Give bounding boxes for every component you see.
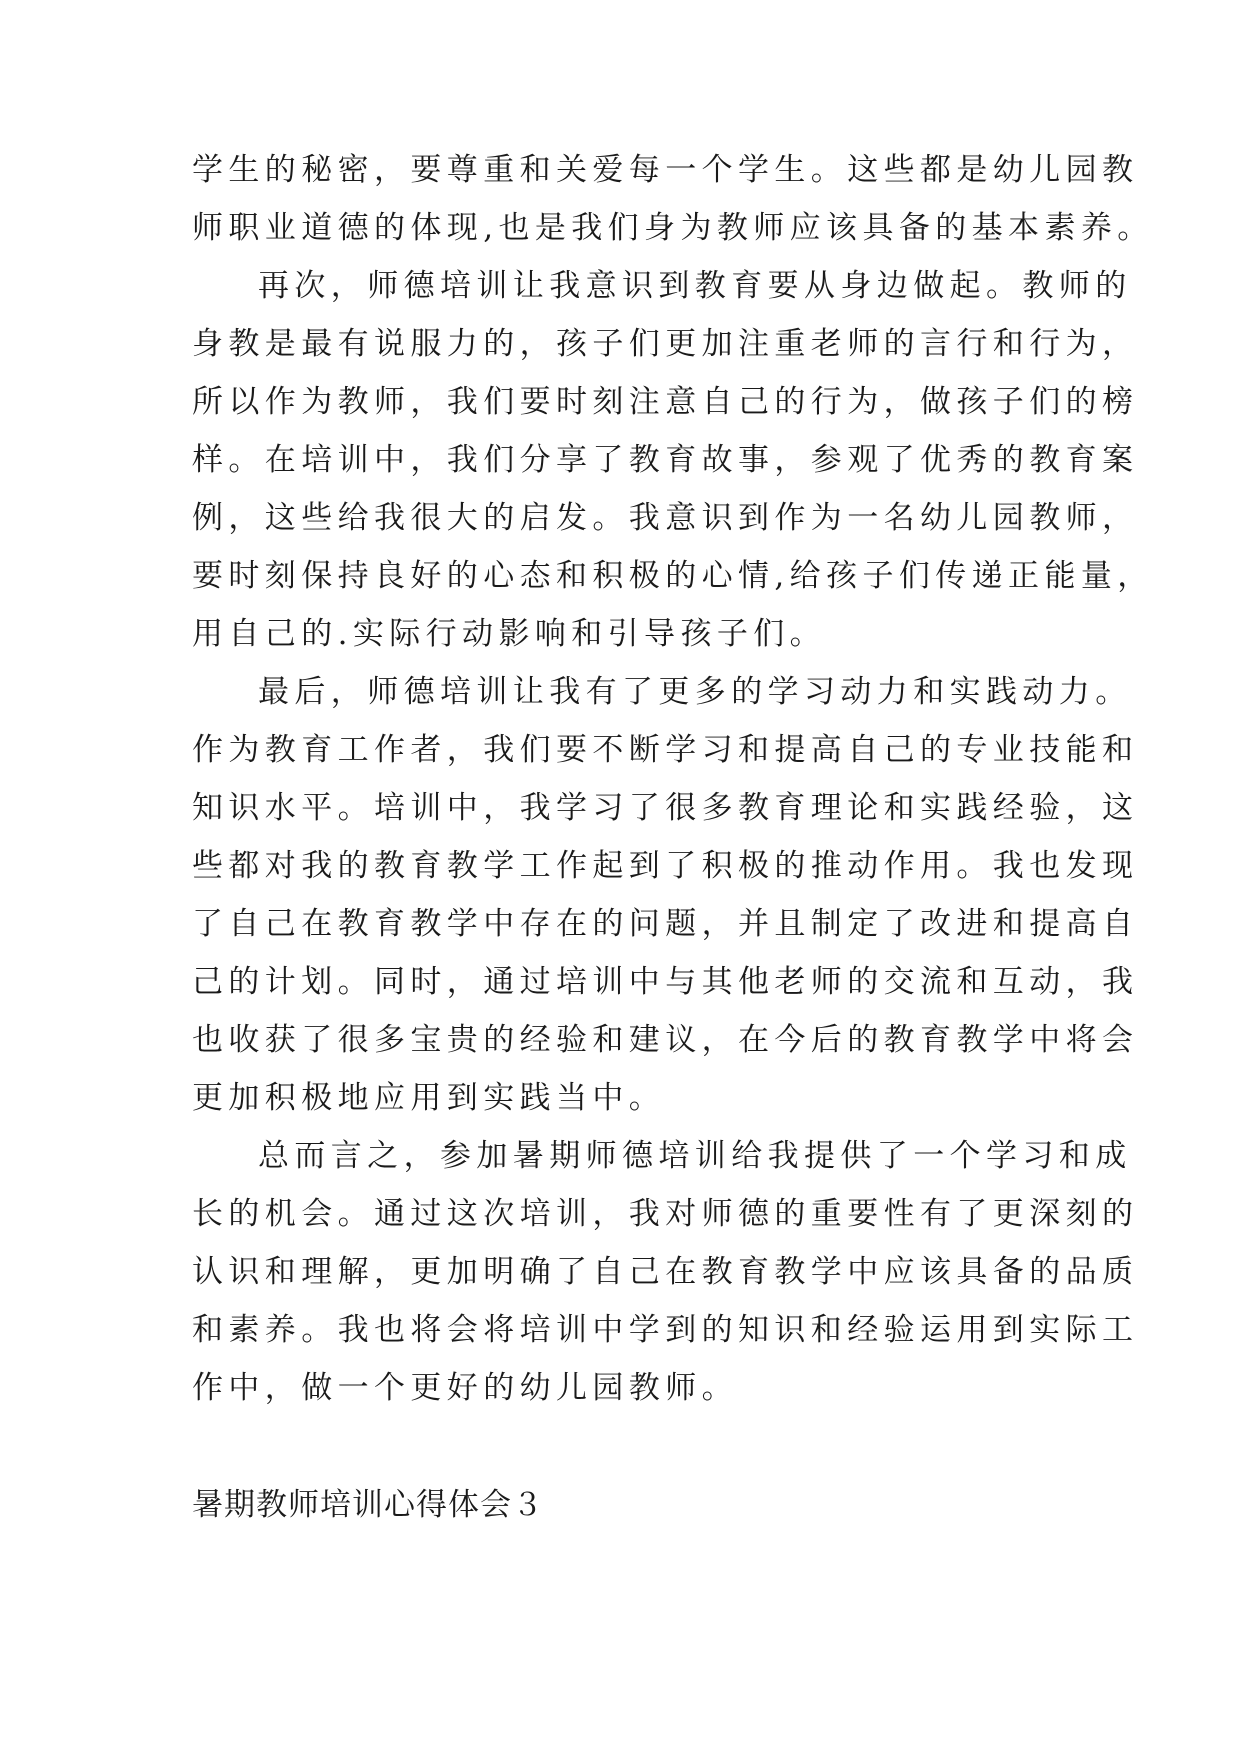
text-line: 也收获了很多宝贵的经验和建议，在今后的教育教学中将会 (192, 1022, 1139, 1058)
text-line: 了自己在教育教学中存在的问题，并且制定了改进和提高自 (192, 906, 1139, 942)
text-line: 己的计划。同时，通过培训中与其他老师的交流和互动，我 (192, 964, 1139, 1000)
text-line: 些都对我的教育教学工作起到了积极的推动作用。我也发现 (192, 848, 1139, 884)
text-line: 身教是最有说服力的，孩子们更加注重老师的言行和行为， (192, 326, 1139, 362)
text-line: 样。在培训中，我们分享了教育故事，参观了优秀的教育案 (192, 442, 1139, 478)
paragraph-first-line: 总而言之，参加暑期师德培训给我提供了一个学习和成 (258, 1138, 1132, 1174)
text-line: 知识水平。培训中，我学习了很多教育理论和实践经验，这 (192, 790, 1139, 826)
text-line: 和素养。我也将会将培训中学到的知识和经验运用到实际工 (192, 1312, 1139, 1348)
text-line: 师职业道德的体现,也是我们身为教师应该具备的基本素养。 (192, 210, 1154, 246)
text-line: 作为教育工作者，我们要不断学习和提高自己的专业技能和 (192, 732, 1139, 768)
paragraph-first-line: 最后，师德培训让我有了更多的学习动力和实践动力。 (258, 674, 1132, 710)
text-line: 更加积极地应用到实践当中。 (192, 1080, 666, 1116)
text-line: 认识和理解，更加明确了自己在教育教学中应该具备的品质 (192, 1254, 1139, 1290)
text-line: 所以作为教师，我们要时刻注意自己的行为，做孩子们的榜 (192, 384, 1139, 420)
paragraph-first-line: 再次，师德培训让我意识到教育要从身边做起。教师的 (258, 268, 1132, 304)
text-line: 例，这些给我很大的启发。我意识到作为一名幼儿园教师， (192, 500, 1139, 536)
text-line: 作中，做一个更好的幼儿园教师。 (192, 1370, 738, 1406)
text-line: 要时刻保持良好的心态和积极的心情,给孩子们传递正能量， (192, 558, 1154, 594)
section-heading: 暑期教师培训心得体会３ (192, 1487, 544, 1523)
text-line: 用自己的.实际行动影响和引导孩子们。 (192, 616, 827, 652)
text-line: 长的机会。通过这次培训，我对师德的重要性有了更深刻的 (192, 1196, 1139, 1232)
text-line: 学生的秘密，要尊重和关爱每一个学生。这些都是幼儿园教 (192, 152, 1139, 188)
